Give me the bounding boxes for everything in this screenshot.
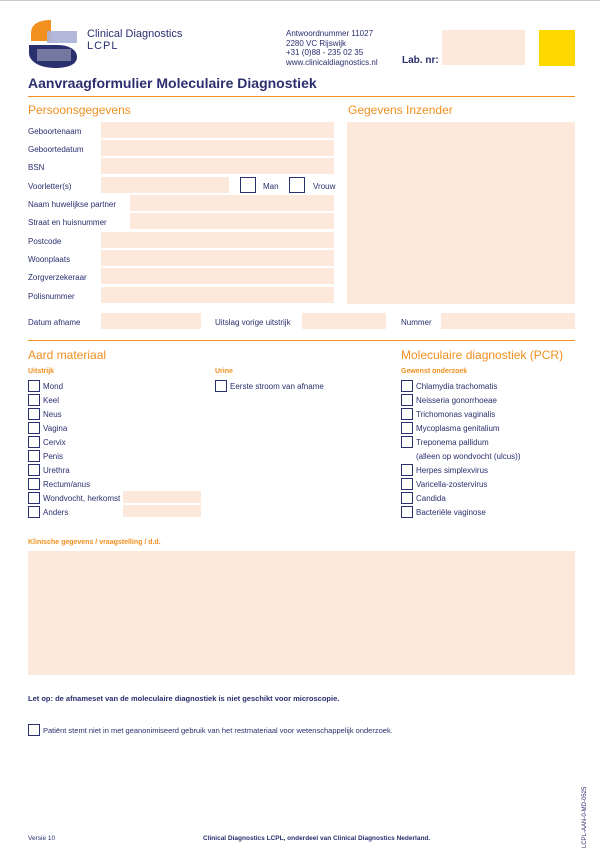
footer-version: Versie 10 — [28, 835, 56, 842]
checkbox-herpes[interactable] — [401, 464, 413, 476]
input-woonplaats[interactable] — [101, 250, 334, 266]
checkbox-mond[interactable] — [28, 380, 40, 392]
label-vagina: Vagina — [43, 424, 68, 433]
checkbox-man[interactable] — [240, 177, 256, 193]
footer-org: Clinical Diagnostics LCPL, onderdeel van Clinical Diagnostics Nederland. — [203, 835, 431, 842]
checkbox-neisseria[interactable] — [401, 394, 413, 406]
label-nummer: Nummer — [401, 318, 432, 327]
section-divider — [28, 340, 575, 341]
label-datum-afname: Datum afname — [28, 318, 81, 327]
label-postcode: Postcode — [28, 237, 62, 246]
label-neisseria: Neisseria gonorrhoeae — [416, 396, 497, 405]
label-vrouw: Vrouw — [313, 182, 336, 191]
input-geboortenaam[interactable] — [101, 122, 334, 138]
top-border — [0, 0, 600, 1]
section-inzender: Gegevens Inzender — [348, 103, 453, 117]
input-bsn[interactable] — [101, 158, 334, 174]
checkbox-vrouw[interactable] — [289, 177, 305, 193]
label-mond: Mond — [43, 382, 64, 391]
brand-sub: LCPL — [87, 40, 119, 52]
label-treponema: Treponema pallidum — [416, 438, 489, 447]
checkbox-anders[interactable] — [28, 506, 40, 518]
label-uitslag: Uitslag vorige uitstrijk — [215, 318, 291, 327]
checkbox-penis[interactable] — [28, 450, 40, 462]
label-varicella: Varicella-zostervirus — [416, 480, 488, 489]
input-klinische-gegevens[interactable] — [28, 551, 575, 675]
checkbox-eerste-stroom[interactable] — [215, 380, 227, 392]
label-geboortedatum: Geboortedatum — [28, 145, 84, 154]
checkbox-bacteriele-vaginose[interactable] — [401, 506, 413, 518]
input-inzender[interactable] — [347, 122, 575, 304]
label-eerste-stroom: Eerste stroom van afname — [230, 382, 324, 391]
label-candida: Candida — [416, 494, 446, 503]
input-nummer[interactable] — [441, 313, 575, 329]
form-code: LCPL-AAN-0-MD-0525 — [582, 786, 588, 848]
input-anders[interactable] — [123, 505, 201, 517]
label-voorletters: Voorletter(s) — [28, 182, 72, 191]
label-klinische-gegevens: Klinische gegevens / vraagstelling / d.d. — [28, 539, 161, 546]
address-line: Antwoordnummer 11027 — [286, 29, 374, 38]
label-herpes: Herpes simplexvirus — [416, 466, 489, 475]
input-straat[interactable] — [130, 213, 334, 229]
checkbox-keel[interactable] — [28, 394, 40, 406]
label-wondvocht: Wondvocht, herkomst — [43, 494, 121, 503]
label-bsn: BSN — [28, 163, 45, 172]
checkbox-urethra[interactable] — [28, 464, 40, 476]
address-block — [286, 29, 378, 67]
label-neus: Neus — [43, 410, 62, 419]
label-cervix: Cervix — [43, 438, 66, 447]
yellow-marker — [539, 30, 575, 66]
label-polisnummer: Polisnummer — [28, 292, 75, 301]
lab-nr-label: Lab. nr: — [402, 55, 439, 66]
footer-code — [582, 778, 592, 848]
input-uitslag[interactable] — [302, 313, 386, 329]
title-divider — [28, 96, 575, 97]
section-persoonsgegevens: Persoonsgegevens — [28, 103, 131, 117]
input-voorletters[interactable] — [101, 177, 229, 193]
checkbox-rectum[interactable] — [28, 478, 40, 490]
label-geboortenaam: Geboortenaam — [28, 127, 82, 136]
label-chlamydia: Chlamydia trachomatis — [416, 382, 498, 391]
label-bacteriele-vaginose: Bacteriële vaginose — [416, 508, 486, 517]
label-treponema-note: (alleen op wondvocht (ulcus)) — [416, 452, 521, 461]
checkbox-treponema[interactable] — [401, 436, 413, 448]
warning-text: Let op: de afnameset van de moleculaire diagnostiek is niet geschikt voor microscopie. — [28, 694, 340, 703]
label-trichomonas: Trichomonas vaginalis — [416, 410, 496, 419]
label-consent: Patiënt stemt niet in met geanonimiseerd gebruik van het restmateriaal voor wetenschappelijk onderzoek. — [43, 726, 393, 735]
label-straat: Straat en huisnummer — [28, 218, 107, 227]
subheading-gewenst: Gewenst onderzoek — [401, 368, 468, 375]
checkbox-candida[interactable] — [401, 492, 413, 504]
subheading-urine: Urine — [215, 368, 233, 375]
logo-icon — [27, 19, 79, 69]
input-partner[interactable] — [130, 195, 334, 211]
label-man: Man — [263, 182, 279, 191]
checkbox-consent[interactable] — [28, 724, 40, 736]
input-postcode[interactable] — [101, 232, 334, 248]
lab-nr-field[interactable] — [442, 30, 525, 65]
label-urethra: Urethra — [43, 466, 70, 475]
input-polisnummer[interactable] — [101, 287, 334, 303]
label-zorgverzekeraar: Zorgverzekeraar — [28, 273, 87, 282]
label-penis: Penis — [43, 452, 64, 461]
checkbox-cervix[interactable] — [28, 436, 40, 448]
checkbox-wondvocht[interactable] — [28, 492, 40, 504]
checkbox-vagina[interactable] — [28, 422, 40, 434]
label-woonplaats: Woonplaats — [28, 255, 71, 264]
address-line[interactable]: www.clinicaldiagnostics.nl — [286, 57, 378, 67]
brand-name: Clinical Diagnostics — [87, 28, 183, 40]
label-partner: Naam huwelijkse partner — [28, 200, 117, 209]
checkbox-chlamydia[interactable] — [401, 380, 413, 392]
subheading-uitstrijk: Uitstrijk — [28, 368, 55, 375]
section-aard-materiaal: Aard materiaal — [28, 348, 107, 362]
section-pcr: Moleculaire diagnostiek (PCR) — [401, 348, 564, 362]
label-keel: Keel — [43, 396, 60, 405]
checkbox-neus[interactable] — [28, 408, 40, 420]
input-zorgverzekeraar[interactable] — [101, 268, 334, 284]
input-geboortedatum[interactable] — [101, 140, 334, 156]
input-wondvocht-herkomst[interactable] — [123, 491, 201, 503]
checkbox-varicella[interactable] — [401, 478, 413, 490]
address-line: 2280 VC Rijswijk — [286, 38, 347, 48]
label-anders: Anders — [43, 508, 69, 517]
checkbox-mycoplasma[interactable] — [401, 422, 413, 434]
input-datum-afname[interactable] — [101, 313, 201, 329]
checkbox-trichomonas[interactable] — [401, 408, 413, 420]
address-line: +31 (0)88 - 235 02 35 — [286, 48, 364, 57]
label-mycoplasma: Mycoplasma genitalium — [416, 424, 500, 433]
page-title: Aanvraagformulier Moleculaire Diagnostiek — [28, 75, 317, 91]
label-rectum: Rectum/anus — [43, 480, 91, 489]
